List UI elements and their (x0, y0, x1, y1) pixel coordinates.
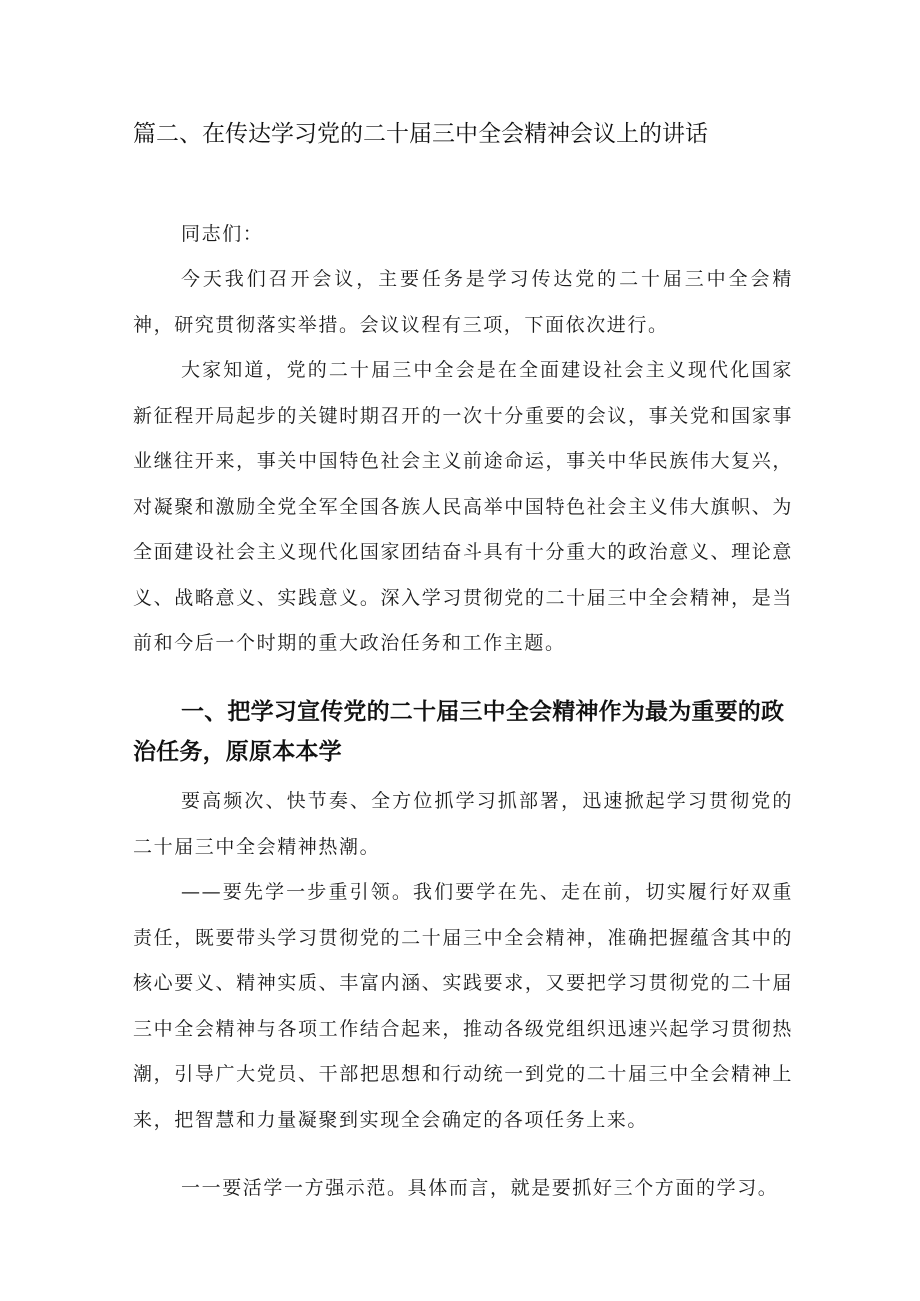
paragraph-learn-first: ——要先学一步重引领。我们要学在先、走在前，切实履行好双重责任，既要带头学习贯彻党的二十届三中全会精神，准确把握蕴含其中的核心要义、精神实质、丰富内涵、实践要求，又要把学习贯彻党的二十届三中全会精神与各项工作结合起来，推动各级党组织迅速兴起学习贯彻热潮，引导广大党员、干部把思想和行动统一到党的二十届三中全会精神上来，把智慧和力量凝聚到实现全会确定的各项任务上来。 (133, 881, 793, 1131)
paragraph-significance: 大家知道，党的二十届三中全会是在全面建设社会主义现代化国家新征程开局起步的关键时期召开的一次十分重要的会议，事关党和国家事业继往开来，事关中国特色社会主义前途命运，事关中华民族伟大复兴，对凝聚和激励全党全军全国各族人民高举中国特色社会主义伟大旗帜、为全面建设社会主义现代化国家团结奋斗具有十分重大的政治意义、理论意义、战略意义、实践意义。深入学习贯彻党的二十届三中全会精神，是当前和今后一个时期的重大政治任务和工作主题。 (133, 359, 793, 654)
section-heading-one: 一、把学习宣传党的二十届三中全会精神作为最为重要的政治任务，原原本本学 (133, 699, 785, 765)
paragraph-opening: 今天我们召开会议，主要任务是学习传达党的二十届三中全会精神，研究贯彻落实举措。会议议程有三项，下面依次进行。 (133, 268, 793, 336)
paragraph-section-intro: 要高频次、快节奏、全方位抓学习抓部署，迅速掀起学习贯彻党的二十届三中全会精神热潮。 (133, 790, 793, 858)
paragraph-learn-actively: 一一要活学一方强示范。具体而言，就是要抓好三个方面的学习。 (181, 1177, 779, 1199)
salutation: 同志们： (181, 223, 264, 245)
document-title: 篇二、在传达学习党的二十届三中全会精神会议上的讲话 (133, 121, 708, 147)
